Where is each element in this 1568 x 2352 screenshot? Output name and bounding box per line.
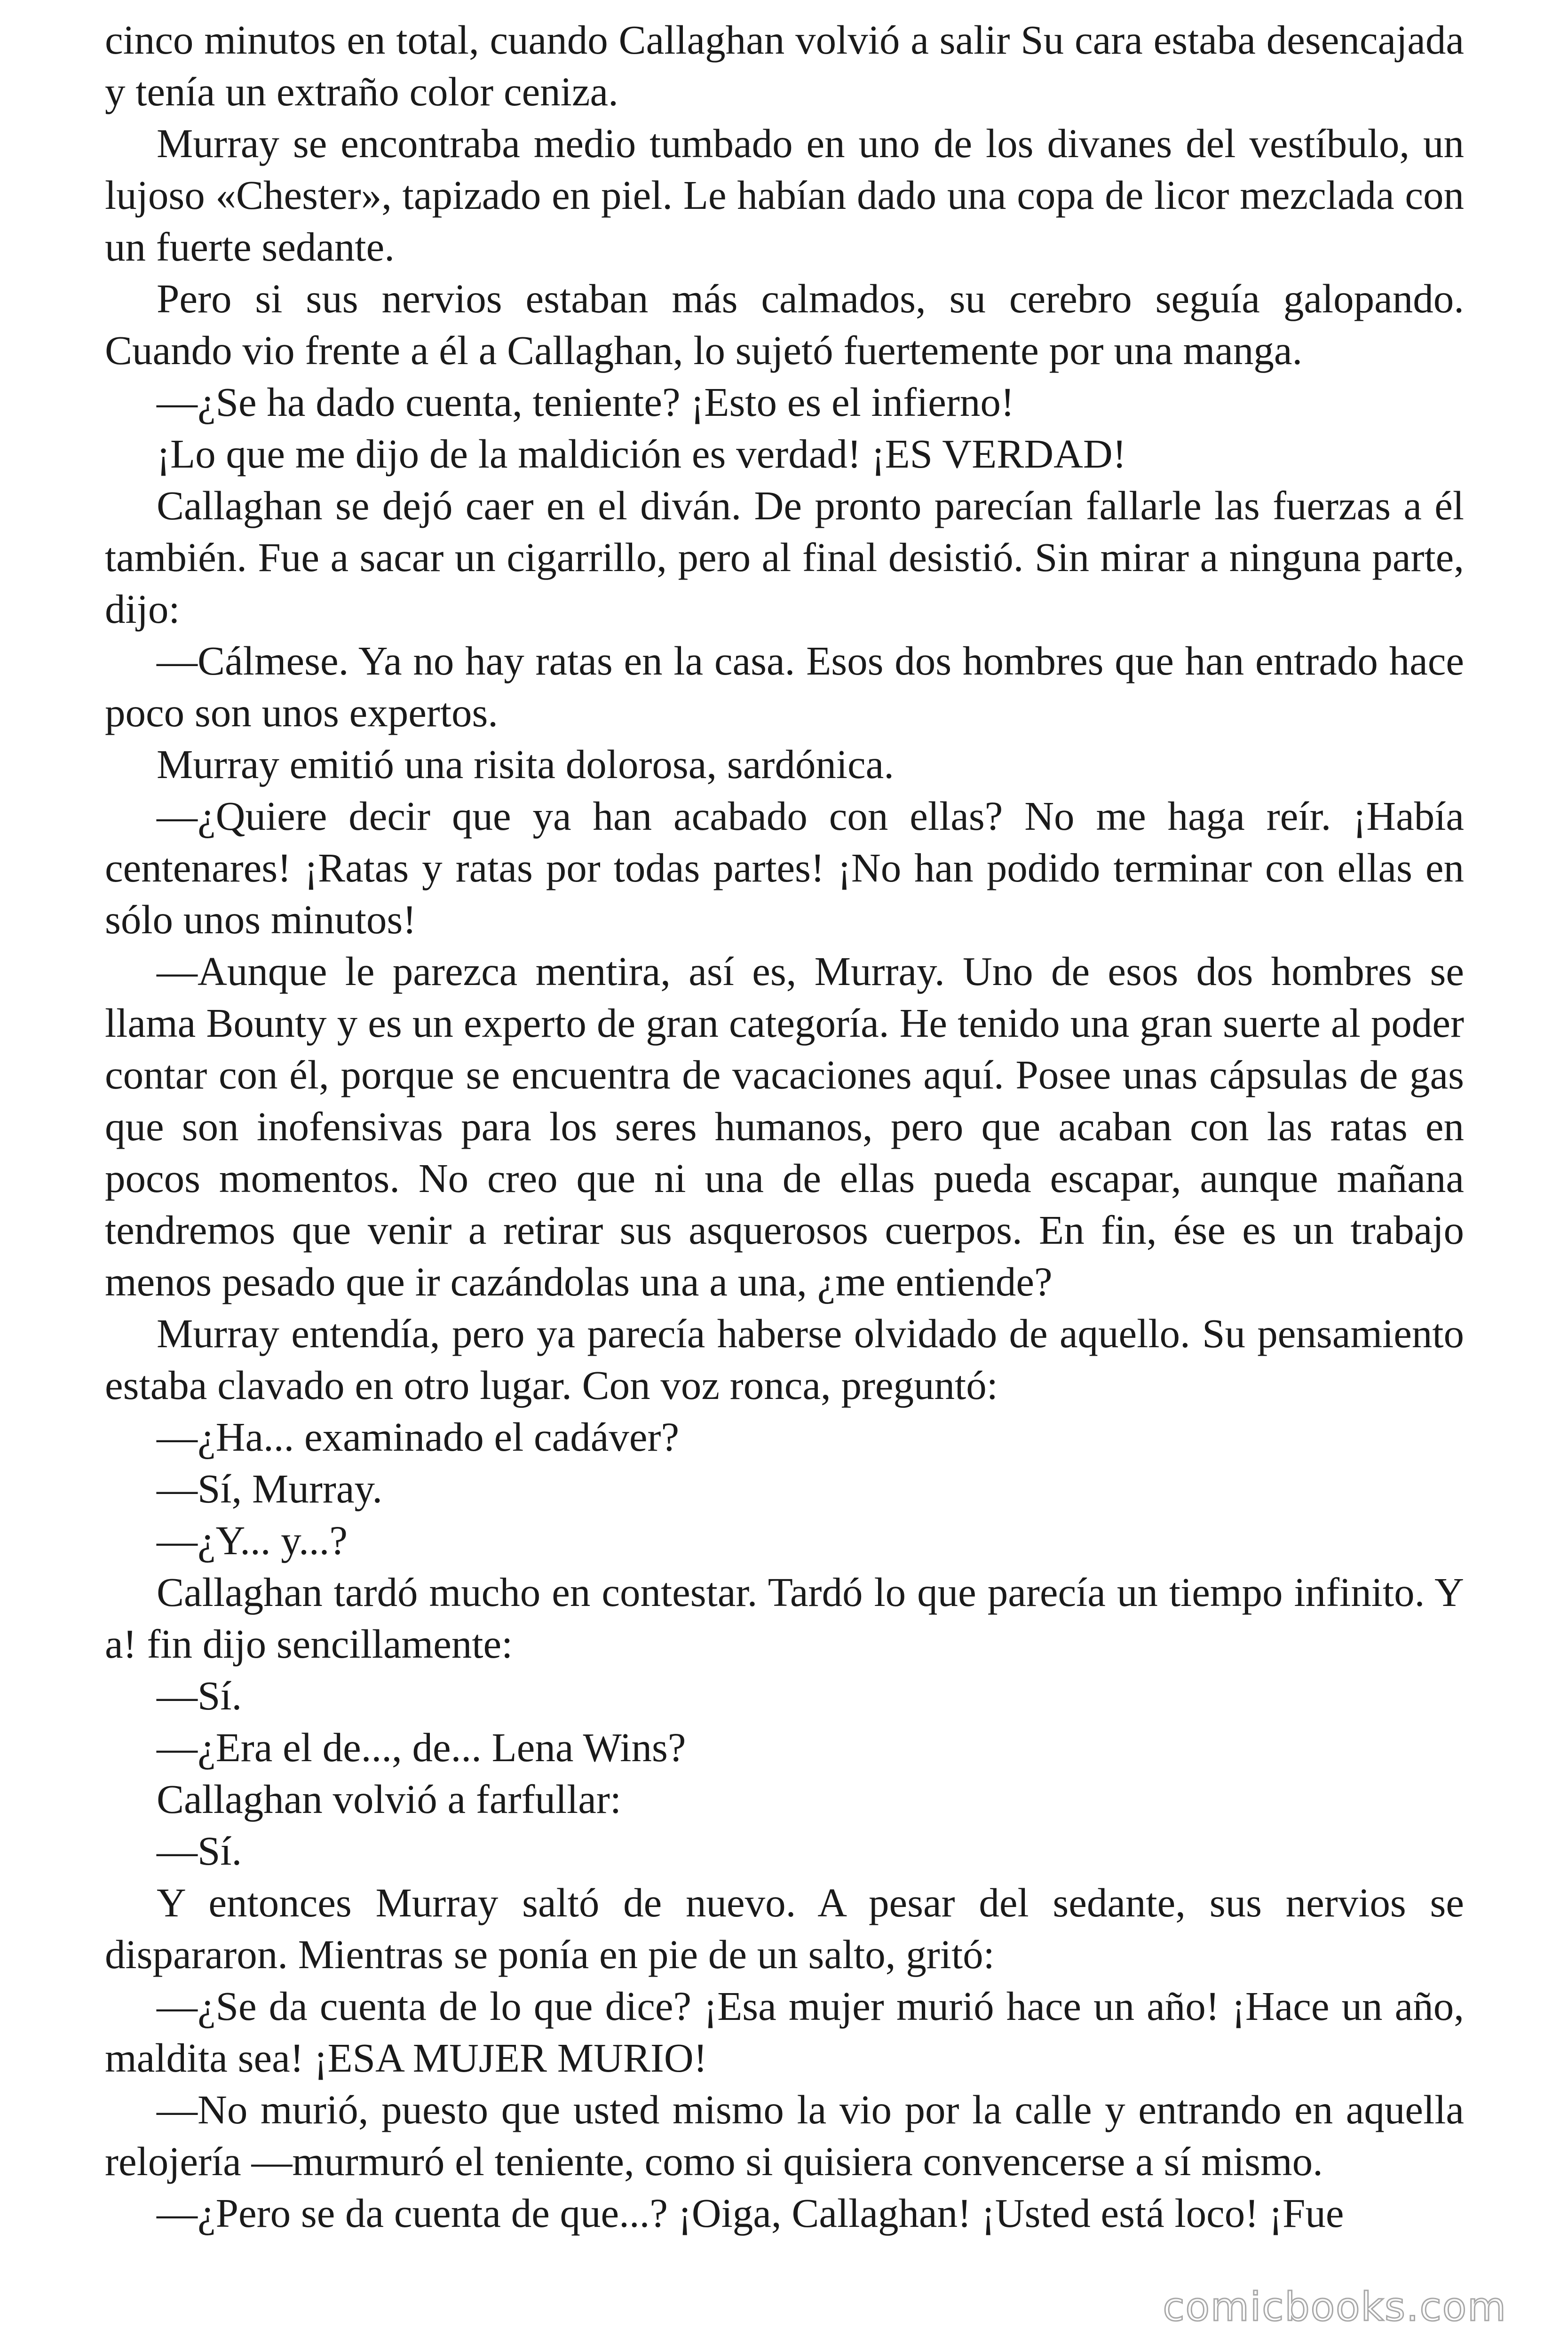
dialogue-line: —Cálmese. Ya no hay ratas en la casa. Esos dos hombres que han entrado hace poco son unos expertos. [105, 638, 1464, 735]
paragraph: Callaghan se dejó caer en el diván. De pronto parecían fallarle las fuerzas a él también. Fue a sacar un cigarrillo, pero al final desistió. Sin mirar a ninguna parte, dijo: [105, 483, 1464, 632]
dialogue-line: —¿Pero se da cuenta de que...? ¡Oiga, Callaghan! ¡Usted está loco! ¡Fue [157, 2190, 1344, 2236]
dialogue-line: —No murió, puesto que usted mismo la vio por la calle y entrando en aquella relojería —murmuró el teniente, como si quisiera convencerse a sí mismo. [105, 2087, 1464, 2184]
paragraph: Murray entendía, pero ya parecía haberse olvidado de aquello. Su pensamiento estaba clavado en otro lugar. Con voz ronca, preguntó: [105, 1311, 1464, 1408]
watermark-logo: comicbooks.com [1163, 2284, 1507, 2330]
dialogue-line: —¿Y... y...? [157, 1518, 348, 1563]
paragraph: cinco minutos en total, cuando Callaghan volvió a salir Su cara estaba desencajada y tenía un extraño color ceniza. [105, 17, 1464, 114]
dialogue-line: —¿Quiere decir que ya han acabado con ellas? No me haga reír. ¡Había centenares! ¡Ratas y ratas por todas partes! ¡No han podido terminar con ellas en sólo unos minutos! [105, 793, 1464, 942]
paragraph: Murray emitió una risita dolorosa, sardónica. [157, 741, 894, 787]
paragraph: Callaghan volvió a farfullar: [157, 1776, 622, 1822]
dialogue-line: —Sí, Murray. [157, 1466, 383, 1511]
dialogue-line: —Aunque le parezca mentira, así es, Murray. Uno de esos dos hombres se llama Bounty y es un experto de gran categoría. He tenido una gran suerte al poder contar con él, porque se encuentra de vacaciones aquí. Posee unas cápsulas de gas que son inofensivas para los seres humanos, pero que acaban con las ratas en pocos momentos. No creo que ni una de ellas pueda escapar, aunque mañana tendremos que venir a retirar sus asquerosos cuerpos. En fin, ése es un trabajo menos pesado que ir cazándolas una a una, ¿me entiende? [105, 948, 1464, 1304]
dialogue-line: —Sí. [157, 1673, 242, 1718]
paragraph: Murray se encontraba medio tumbado en uno de los divanes del vestíbulo, un lujoso «Chester», tapizado en piel. Le habían dado una copa de licor mezclada con un fuerte sedante. [105, 120, 1464, 270]
paragraph: Callaghan tardó mucho en contestar. Tardó lo que parecía un tiempo infinito. Y a! fin dijo sencillamente: [105, 1569, 1464, 1667]
dialogue-line: —¿Se ha dado cuenta, teniente? ¡Esto es el infierno! [157, 379, 1014, 425]
dialogue-line: —¿Ha... examinado el cadáver? [157, 1414, 680, 1460]
dialogue-line: —¿Se da cuenta de lo que dice? ¡Esa mujer murió hace un año! ¡Hace un año, maldita sea! ¡ESA MUJER MURIO! [105, 1983, 1464, 2081]
paragraph: Y entonces Murray saltó de nuevo. A pesar del sedante, sus nervios se dispararon. Mientras se ponía en pie de un salto, gritó: [105, 1880, 1464, 1977]
dialogue-line: —Sí. [157, 1828, 242, 1874]
paragraph: Pero si sus nervios estaban más calmados, su cerebro seguía galopando. Cuando vio frente a él a Callaghan, lo sujetó fuertemente por una manga. [105, 276, 1464, 373]
book-page-text [105, 14, 1464, 2239]
dialogue-line: ¡Lo que me dijo de la maldición es verdad! ¡ES VERDAD! [157, 431, 1126, 477]
dialogue-line: —¿Era el de..., de... Lena Wins? [157, 1724, 686, 1770]
